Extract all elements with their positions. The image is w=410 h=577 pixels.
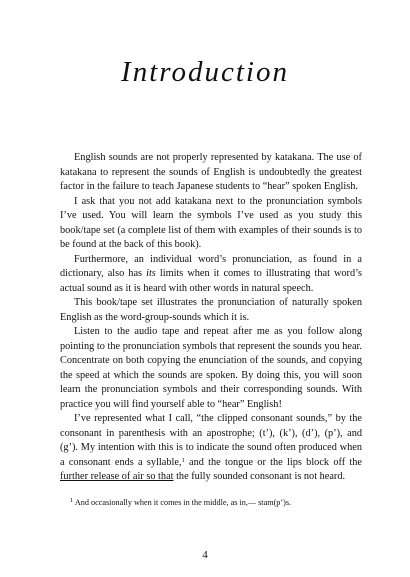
paragraph-dictionary-end: limits when it comes to illustrating that word’s actual sound as it is heard with other words in natural speech. — [60, 268, 362, 294]
paragraph-dictionary — [60, 253, 362, 297]
page-title: Introduction — [121, 56, 289, 88]
page-number: 4 — [202, 549, 208, 561]
paragraph-clipped-consonants — [60, 412, 362, 485]
paragraph-word-group: This book/tape set illustrates the pronunciation of naturally spoken English as the word-group-sounds which it is. — [60, 297, 362, 323]
footnote — [60, 497, 362, 508]
footnote-text: And occasionally when it comes in the middle, as in,— stam(p’)s. — [73, 498, 292, 507]
paragraph-listen: Listen to the audio tape and repeat after me as you follow along pointing to the pronunciation symbols that represent the sounds you hear. Concentrate on both copying the enunciation of the sounds, and copying the speed at which the sounds are spoken. By doing this, you will soon learn the pronunciation symbols and their corresponding sounds. With practice you will find yourself able to “hear” English! — [60, 326, 362, 410]
paragraph-symbols: I ask that you not add katakana next to the pronunciation symbols I’ve used. You will learn the symbols I’ve used as you study this book/tape set (a complete list of them with examples of their sounds is to be found at the back of this book). — [60, 195, 362, 250]
footnote-reference: 1 — [181, 456, 185, 464]
paragraph-clipped-middle: and the tongue or the lips block off the — [184, 456, 363, 468]
paragraph-katakana: English sounds are not properly represented by katakana. The use of katakana to represent the sounds of English is undoubtedly the greatest factor in the failure to teach Japanese students to “hear” spoken English. — [60, 152, 362, 192]
body-text — [60, 151, 362, 485]
paragraph-clipped-end: the fully sounded consonant is not heard. — [173, 471, 346, 482]
underlined-phrase: further release of air so that — [60, 471, 174, 482]
paragraph-clipped-start: I’ve represented what I call, “the clipped consonant sounds,” by the consonant in parenthesis with an apostrophe; (t’), (k’), (d’), (p’), and (g’). My intention with this is to indicate the sound often produced when a consonant ends a syllable, — [60, 413, 362, 468]
emphasis-its: its — [146, 268, 156, 279]
paragraph-dictionary-start: Furthermore, an individual word’s pronunciation, as found in a dictionary, also has — [60, 253, 362, 279]
footnote-mark: 1 — [70, 497, 74, 504]
